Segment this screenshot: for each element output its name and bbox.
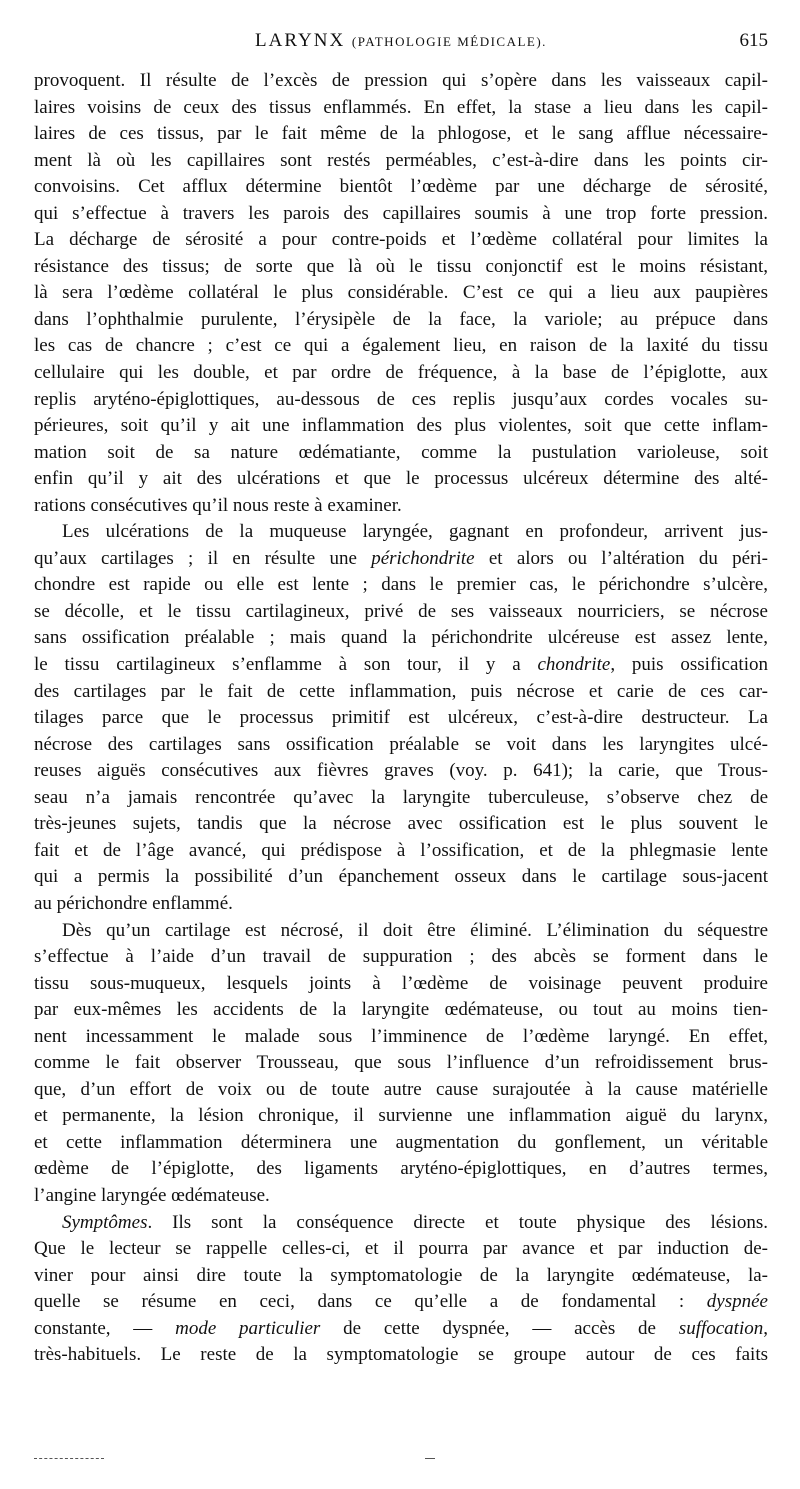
text-segment: ,	[763, 1317, 768, 1339]
text-segment: Dès qu’un cartilage est nécrosé, il doit être éliminé. L’élimination du séquestre	[62, 919, 768, 941]
text-line	[34, 333, 768, 360]
text-line	[34, 1077, 768, 1104]
text-segment: Que le lecteur se rappelle celles-ci, et il pourra par avance et par induction de-	[34, 1238, 768, 1260]
footer-rule	[34, 1458, 104, 1459]
text-line	[34, 1103, 768, 1130]
text-line	[34, 1130, 768, 1157]
text-line	[34, 307, 768, 334]
text-segment: tissu sous-muqueux, lesquels joints à l’œdème de voisinage peuvent produire	[34, 972, 768, 994]
text-line	[34, 679, 768, 706]
text-line	[34, 1263, 768, 1290]
text-line	[34, 493, 768, 520]
italic-term: suffocation	[678, 1317, 764, 1339]
text-segment: et alors ou l’altération du péri-	[474, 547, 769, 569]
text-line	[34, 971, 768, 998]
text-line	[34, 1316, 768, 1343]
running-head	[34, 30, 768, 60]
running-title	[34, 30, 768, 52]
text-segment: les cas de chancre ; c’est ce qui a également lieu, en raison de la laxité du tissu	[34, 335, 768, 357]
text-segment: se décolle, et le tissu cartilagineux, privé de ses vaisseaux nourriciers, se nécrose	[34, 600, 768, 622]
text-segment: qu’aux cartilages ; il en résulte une	[34, 547, 372, 569]
text-line	[34, 1210, 768, 1237]
text-segment: le tissu cartilagineux s’enflamme à son tour, il y a	[34, 654, 538, 676]
text-segment: œdème de l’épiglotte, des ligaments aryténo-épiglottiques, en d’autres termes,	[34, 1158, 768, 1180]
text-line	[34, 174, 768, 201]
text-segment: replis aryténo-épiglottiques, au-dessous de ces replis jusqu’aux cordes vocales su-	[34, 388, 768, 410]
text-segment: et permanente, la lésion chronique, il survienne une inflammation aiguë du larynx,	[34, 1105, 768, 1127]
text-line	[34, 1050, 768, 1077]
text-segment: s’effectue à l’aide d’un travail de suppuration ; des abcès se forment dans le	[34, 946, 768, 968]
text-line	[34, 1342, 768, 1369]
text-line	[34, 758, 768, 785]
text-segment: ment là où les capillaires sont restés perméables, c’est-à-dire dans les points cir-	[34, 149, 768, 171]
text-segment: convoisins. Cet afflux détermine bientôt l’œdème par une décharge de sérosité,	[34, 176, 768, 198]
text-segment: résistance des tissus; de sorte que là où le tissu conjonctif est le moins résistant,	[34, 255, 768, 277]
text-segment: comme le fait observer Trousseau, que sous l’influence d’un refroidissement brus-	[34, 1052, 768, 1074]
running-title-main: LARYNX	[255, 30, 346, 51]
text-segment: , puis ossification	[610, 654, 768, 676]
italic-term: Symptômes	[62, 1211, 148, 1233]
text-segment: quelle se résume en ceci, dans ce qu’elle a de fondamental :	[34, 1291, 707, 1313]
text-line	[34, 625, 768, 652]
text-line	[34, 95, 768, 122]
text-segment: tilages parce que le processus primitif est ulcéreux, c’est-à-dire destructeur. La	[34, 707, 768, 729]
text-line	[34, 997, 768, 1024]
text-segment: laires voisins de ceux des tissus enflammés. En effet, la stase a lieu dans les capil-	[34, 96, 768, 118]
text-line	[34, 387, 768, 414]
text-segment: là sera l’œdème collatéral le plus considérable. C’est ce qui a lieu aux paupières	[34, 282, 768, 304]
text-segment: de cette dyspnée, — accès de	[320, 1317, 679, 1339]
text-segment: qui s’effectue à travers les parois des capillaires soumis à une trop forte pression.	[34, 202, 768, 224]
italic-term: chondrite	[537, 654, 611, 676]
text-line	[34, 1289, 768, 1316]
text-line	[34, 254, 768, 281]
text-line	[34, 652, 768, 679]
text-line	[34, 440, 768, 467]
text-line	[34, 148, 768, 175]
text-segment: mation soit de sa nature œdématiante, comme la pustulation varioleuse, soit	[34, 441, 768, 463]
text-segment: constante, —	[34, 1317, 176, 1339]
text-segment: très-jeunes sujets, tandis que la nécrose avec ossification est le plus souvent le	[34, 813, 768, 835]
text-segment: seau n’a jamais rencontrée qu’avec la laryngite tuberculeuse, s’observe chez de	[34, 786, 768, 808]
text-line	[34, 1183, 768, 1210]
text-line	[34, 811, 768, 838]
text-segment: très-habituels. Le reste de la symptomatologie se groupe autour de ces faits	[34, 1344, 768, 1366]
text-segment: reuses aiguës consécutives aux fièvres graves (voy. p. 641); la carie, que Trous-	[34, 760, 768, 782]
text-line	[34, 360, 768, 387]
text-segment: l’angine laryngée œdémateuse.	[34, 1184, 270, 1206]
text-segment: rations consécutives qu’il nous reste à examiner.	[34, 494, 402, 516]
text-segment: cellulaire qui les double, et par ordre de fréquence, à la base de l’épiglotte, aux	[34, 362, 768, 384]
text-line	[34, 864, 768, 891]
text-segment: viner pour ainsi dire toute la symptomatologie de la laryngite œdémateuse, la-	[34, 1264, 768, 1286]
text-line	[34, 572, 768, 599]
text-line	[34, 918, 768, 945]
text-segment: Les ulcérations de la muqueuse laryngée, gagnant en profondeur, arrivent jus-	[62, 521, 768, 543]
page-number: 615	[739, 30, 768, 51]
text-segment: nent incessamment le malade sous l’imminence de l’œdème laryngé. En effet,	[34, 1025, 768, 1047]
text-line	[34, 732, 768, 759]
text-line	[34, 546, 768, 573]
text-segment: chondre est rapide ou elle est lente ; dans le premier cas, le périchondre s’ulcère,	[34, 574, 768, 596]
text-segment: et cette inflammation déterminera une augmentation du gonflement, un véritable	[34, 1131, 768, 1153]
italic-term: mode particulier	[175, 1317, 321, 1339]
text-line	[34, 1024, 768, 1051]
body-text	[34, 68, 768, 1369]
text-segment: provoquent. Il résulte de l’excès de pression qui s’opère dans les vaisseaux capil-	[34, 70, 768, 91]
text-line	[34, 705, 768, 732]
italic-term: dyspnée	[706, 1291, 768, 1313]
text-line	[34, 944, 768, 971]
text-segment: que, d’un effort de voix ou de toute autre cause surajoutée à la cause matérielle	[34, 1078, 768, 1100]
text-line	[34, 1236, 768, 1263]
text-line	[34, 785, 768, 812]
text-segment: enfin qu’il y ait des ulcérations et que le processus ulcéreux détermine des alté-	[34, 468, 768, 490]
text-segment: La décharge de sérosité a pour contre-poids et l’œdème collatéral pour limites la	[34, 229, 768, 251]
text-segment: sans ossification préalable ; mais quand la périchondrite ulcéreuse est assez lente,	[34, 627, 768, 649]
text-line	[34, 68, 768, 95]
text-line	[34, 1156, 768, 1183]
text-segment: dans l’ophthalmie purulente, l’érysipèle de la face, la variole; au prépuce dans	[34, 308, 768, 330]
text-line	[34, 466, 768, 493]
text-segment: qui a permis la possibilité d’un épanchement osseux dans le cartilage sous-jacent	[34, 866, 768, 888]
text-segment: par eux-mêmes les accidents de la laryngite œdémateuse, ou tout au moins tien-	[34, 999, 768, 1021]
text-line	[34, 121, 768, 148]
italic-term: périchondrite	[371, 547, 475, 569]
text-segment: nécrose des cartilages sans ossification préalable se voit dans les laryngites ulcé-	[34, 733, 768, 755]
text-segment: au périchondre enflammé.	[34, 892, 233, 914]
text-line	[34, 599, 768, 626]
text-line	[34, 227, 768, 254]
text-segment: . Ils sont la conséquence directe et toute physique des lésions.	[147, 1211, 768, 1233]
running-title-sub: (PATHOLOGIE MÉDICALE).	[351, 34, 547, 49]
text-segment: fait et de l’âge avancé, qui prédispose à l’ossification, et de la phlegmasie lente	[34, 839, 768, 861]
text-line	[34, 413, 768, 440]
text-line	[34, 891, 768, 918]
text-segment: laires de ces tissus, par le fait même de la phlogose, et le sang afflue nécessaire-	[34, 123, 768, 145]
text-line	[34, 280, 768, 307]
text-segment: des cartilages par le fait de cette inflammation, puis nécrose et carie de ces car-	[34, 680, 768, 702]
text-line	[34, 838, 768, 865]
text-segment: périeures, soit qu’il y ait une inflammation des plus violentes, soit que cette inflam-	[34, 415, 768, 437]
footer-dash	[425, 1458, 435, 1459]
text-line	[34, 201, 768, 228]
text-line	[34, 519, 768, 546]
